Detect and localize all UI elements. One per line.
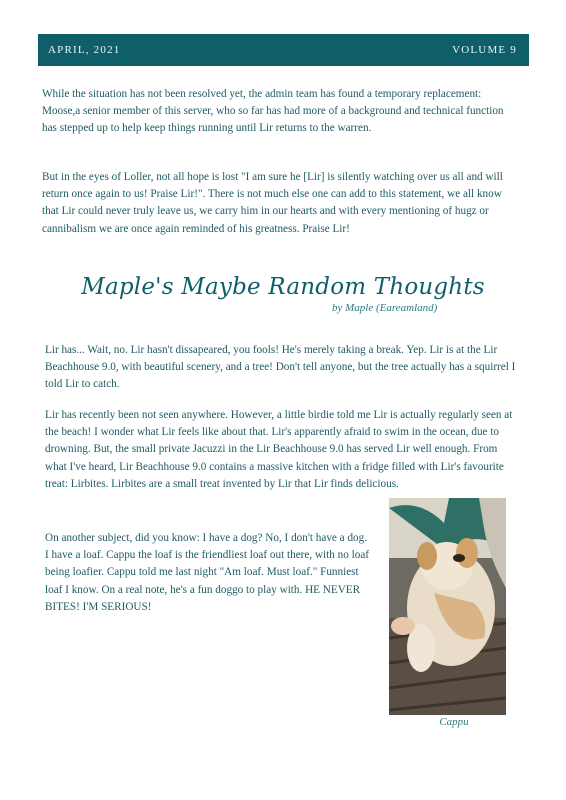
paragraph-lir-beach: Lir has recently been not seen anywhere. However, a little birdie told me Lir is actually regularly seen at the beach! I wonder what Lir feels like about that. Lir's apparently afraid to swim in the ocean, due to drowning. But, the small private Jacuzzi in the Lir Beachhouse 9.0 has served Lir well enough. From what I've heard, Lir Beachhouse 9.0 contains a massive kitchen with a fridge filled with Lir's favourite treat: Lirbites. Lirbites are a small treat invented by Lir that Lir finds delicious. [45,409,513,490]
dog-photo [389,498,506,715]
paragraph-moose-replacement: While the situation has not been resolved yet, the admin team has found a temporary replacement: Moose,a senior member of this server, who so far has had more of a background and technical function has stepped up to help keep things running until Lir returns to the warren. [42,88,504,135]
paragraph-lir-break: Lir has... Wait, no. Lir hasn't dissapeared, you fools! He's merely taking a break. Yep. Lir is at the Lir Beachhouse 9.0, with beautiful scenery, and a tree! Don't tell anyone, but the tree actually has a squirrel I told Lir to catch. [45,344,516,391]
issue-date: APRIL, 2021 [48,44,121,56]
newsletter-header-bar [38,34,529,66]
paragraph-loller-quote: But in the eyes of Loller, not all hope is lost "I am sure he [Lir] is silently watching over us all and will return once again to us! Praise Lir!". There is not much else one can add to this statement, we all know that Lir could never truly leave us, we carry him in our hearts and with every mentioning of hugz or cannibalism we are once again reminded of his greatness. Praise Lir! [42,171,503,235]
issue-volume: VOLUME 9 [452,44,517,56]
photo-caption: Cappu [439,716,469,728]
article-byline: by Maple (Eareamland) [332,302,438,314]
article-title: Maple's Maybe Random Thoughts [81,274,485,300]
paragraph-cappu-loaf: On another subject, did you know: I have a dog? No, I don't have a dog. I have a loaf. Cappu the loaf is the friendliest loaf out there, with no loaf being loafier. Cappu told me last night "Am loaf. Must loaf." Funniest loaf I know. On a real note, he's a fun doggo to play with. HE NEVER BITES! I'M SERIOUS! [45,532,370,613]
